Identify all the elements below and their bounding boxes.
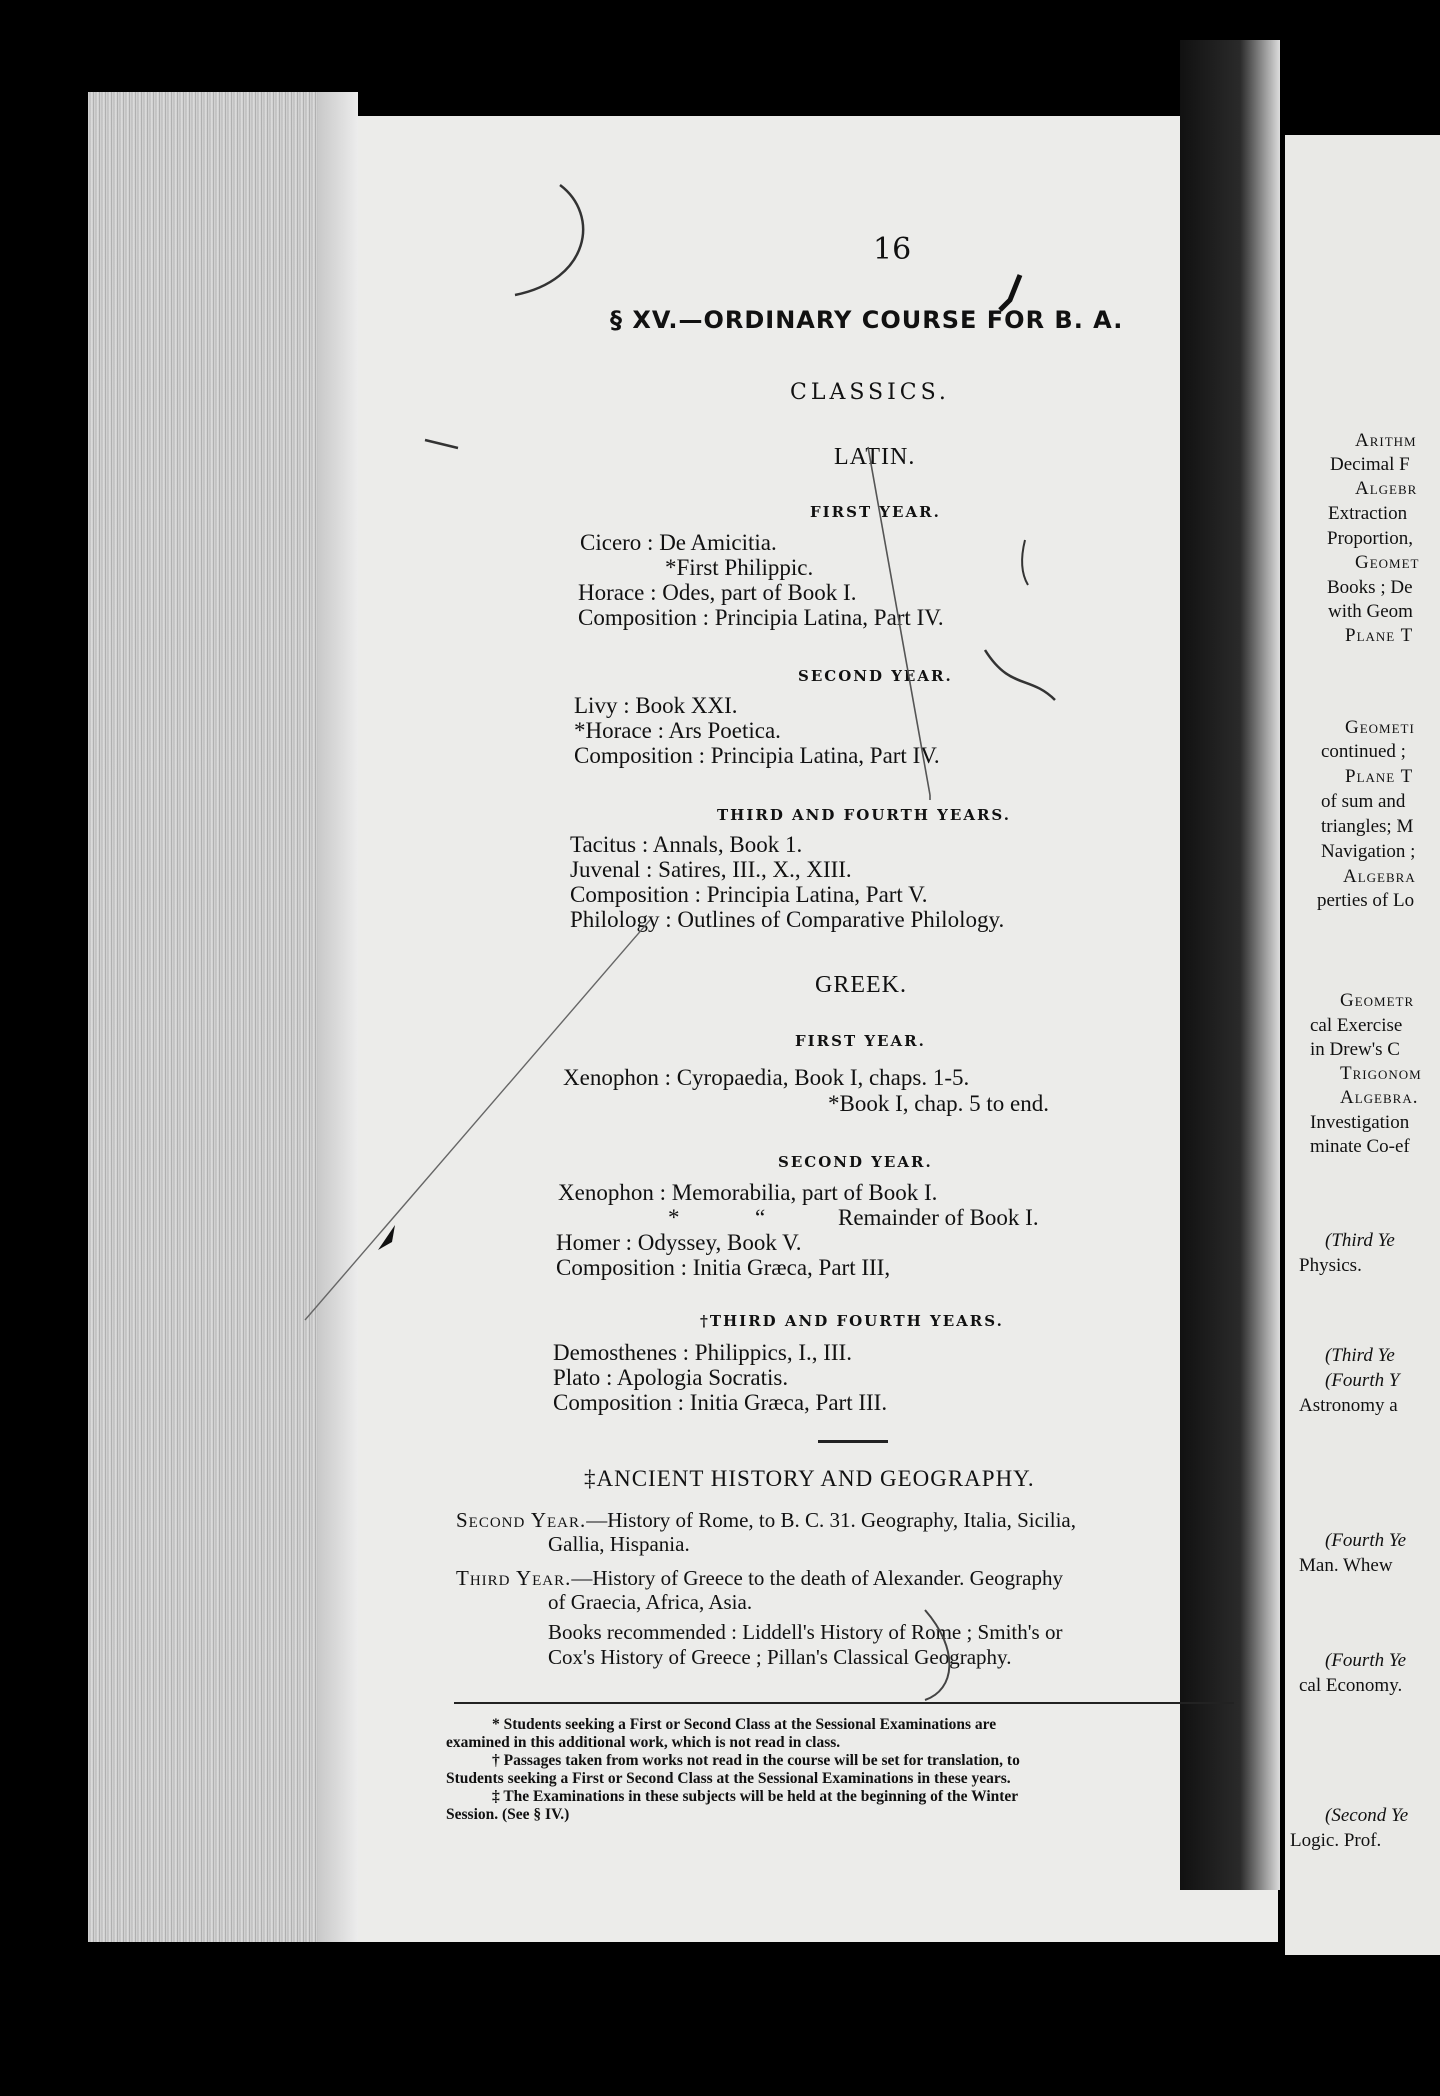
text-line: Remainder of Book I. (838, 1205, 1039, 1230)
rp-line: (Second Ye (1325, 1805, 1409, 1826)
rp-line: cal Exercise (1310, 1015, 1403, 1036)
greek-second-year-heading: SECOND YEAR. (778, 1153, 933, 1171)
text-line: Philology : Outlines of Comparative Philology. (570, 907, 1005, 932)
rp-line: Investigation (1310, 1112, 1410, 1133)
footnote-line: Students seeking a First or Second Class at the Sessional Examinations in these years. (446, 1770, 1011, 1787)
text-line: Xenophon : Cyropaedia, Book I, chaps. 1-5. (563, 1065, 970, 1090)
history-third-label: Third Year. (456, 1566, 572, 1590)
rp-line: (Third Ye (1325, 1345, 1395, 1366)
rp-line: Algebr (1355, 478, 1418, 499)
text-line: Gallia, Hispania. (548, 1532, 690, 1556)
text-line: Horace : Odes, part of Book I. (578, 580, 857, 605)
text-line: Composition : Principia Latina, Part IV. (574, 743, 940, 768)
rp-line: triangles; M (1321, 816, 1414, 837)
rp-line: Navigation ; (1321, 841, 1416, 862)
rp-line: perties of Lo (1317, 890, 1415, 911)
rp-line: Plane T (1345, 625, 1414, 646)
latin-second-year-heading: SECOND YEAR. (798, 667, 953, 685)
rp-line: (Fourth Ye (1325, 1530, 1407, 1551)
text-line: *Book I, chap. 5 to end. (828, 1091, 1050, 1116)
footnote-line: † Passages taken from works not read in the course will be set for translation, to (492, 1752, 1020, 1769)
greek-third-fourth-heading: †THIRD AND FOURTH YEARS. (700, 1312, 1004, 1330)
text-line: of Graecia, Africa, Asia. (548, 1590, 753, 1614)
rp-line: Books ; De (1327, 577, 1413, 598)
page-number: 16 (873, 232, 912, 267)
text-line: Livy : Book XXI. (574, 693, 738, 718)
text-line: Cox's History of Greece ; Pillan's Classical Geography. (548, 1645, 1012, 1669)
rp-line: Geomet (1355, 552, 1420, 573)
text-line: Xenophon : Memorabilia, part of Book I. (558, 1180, 938, 1205)
text-line: Juvenal : Satires, III., X., XIII. (570, 857, 852, 882)
text-line: Homer : Odyssey, Book V. (556, 1230, 802, 1255)
latin-first-year-heading: FIRST YEAR. (810, 503, 941, 521)
rp-line: Logic. Prof. (1290, 1830, 1382, 1851)
rp-line: (Third Ye (1325, 1230, 1395, 1251)
text-line: “ (755, 1205, 766, 1230)
greek-first-year-heading: FIRST YEAR. (795, 1032, 926, 1050)
text-line: Composition : Initia Græca, Part III, (556, 1255, 891, 1280)
rp-line: Arithm (1355, 430, 1417, 451)
rp-line: Geometr (1340, 990, 1415, 1011)
rp-line: Geometi (1345, 717, 1415, 738)
rp-line: Trigonom (1340, 1063, 1422, 1084)
classics-heading: CLASSICS. (790, 380, 950, 405)
footnote-line: Session. (See § IV.) (446, 1806, 570, 1823)
rp-line: of sum and (1321, 791, 1406, 812)
text-line: *First Philippic. (665, 555, 814, 580)
footnote-line: ‡ The Examinations in these subjects will be held at the beginning of the Winter (492, 1788, 1019, 1805)
latin-heading: LATIN. (834, 444, 916, 470)
rp-line: Extraction (1328, 503, 1408, 524)
rp-line: Plane T (1345, 766, 1414, 787)
rp-line: Astronomy a (1299, 1395, 1398, 1416)
text-line: Composition : Principia Latina, Part IV. (578, 605, 944, 630)
rp-line: (Fourth Ye (1325, 1650, 1407, 1671)
text-line: Books recommended : Liddell's History of Rome ; Smith's or (548, 1620, 1063, 1644)
rp-line: Decimal F (1330, 454, 1410, 475)
text-line: Demosthenes : Philippics, I., III. (553, 1340, 852, 1365)
footnote-line: examined in this additional work, which is not read in class. (446, 1734, 841, 1751)
text-line: Plato : Apologia Socratis. (553, 1365, 789, 1390)
rp-line: Algebra (1343, 866, 1416, 887)
text-line: Cicero : De Amicitia. (580, 530, 777, 555)
history-second-text: —History of Rome, to B. C. 31. Geography, Italia, Sicilia, (586, 1508, 1076, 1532)
rp-line: continued ; (1321, 741, 1406, 762)
rp-line: Physics. (1299, 1255, 1362, 1276)
rp-line: Proportion, (1327, 528, 1414, 549)
text-line: Composition : Initia Græca, Part III. (553, 1390, 888, 1415)
latin-third-fourth-heading: THIRD AND FOURTH YEARS. (717, 806, 1011, 824)
text-line: Composition : Principia Latina, Part V. (570, 882, 928, 907)
rp-line: in Drew's C (1310, 1039, 1400, 1060)
history-second-label: Second Year. (456, 1508, 587, 1532)
history-third-text: —History of Greece to the death of Alexander. Geography (571, 1566, 1063, 1590)
footnote-line: * Students seeking a First or Second Class at the Sessional Examinations are (492, 1716, 997, 1733)
rp-line: Algebra. (1340, 1087, 1419, 1108)
section-title: § XV.—ORDINARY COURSE FOR B. A. (610, 306, 1124, 334)
text-line: Tacitus : Annals, Book 1. (570, 832, 803, 857)
text-line: * (668, 1205, 680, 1230)
text-line: *Horace : Ars Poetica. (574, 718, 781, 743)
rp-line: Man. Whew (1299, 1555, 1393, 1576)
rp-line: (Fourth Y (1325, 1370, 1400, 1391)
greek-heading: GREEK. (815, 972, 907, 998)
rp-line: with Geom (1328, 601, 1413, 622)
rp-line: cal Economy. (1299, 1675, 1403, 1696)
rp-line: minate Co-ef (1310, 1136, 1410, 1157)
history-heading: ‡ANCIENT HISTORY AND GEOGRAPHY. (584, 1466, 1035, 1491)
